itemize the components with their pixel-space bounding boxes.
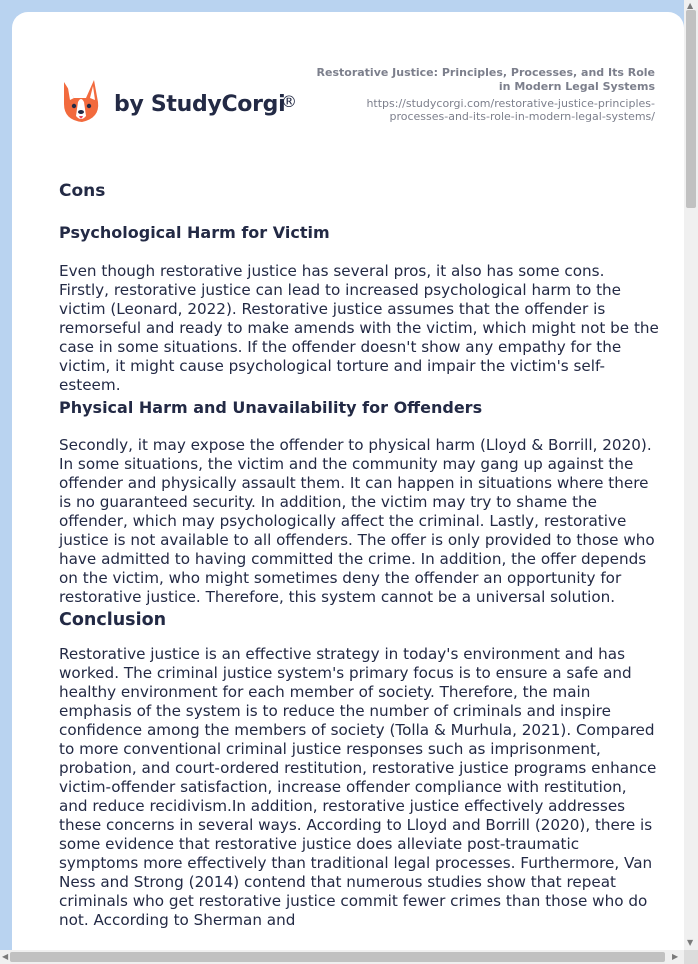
document-content bbox=[59, 178, 659, 930]
physical-harm-heading: Physical Harm and Unavailability for Offenders bbox=[59, 398, 483, 417]
vertical-scrollbar-thumb[interactable] bbox=[686, 10, 696, 208]
source-url[interactable]: https://studycorgi.com/restorative-justice-principles-processes-and-its-role-in-modern-legal-systems/ bbox=[366, 97, 655, 123]
cons-heading: Cons bbox=[59, 181, 106, 201]
psych-harm-heading: Psychological Harm for Victim bbox=[59, 223, 330, 242]
psych-harm-paragraph: Even though restorative justice has several pros, it also has some cons. Firstly, restorative justice can lead to increased psychological harm to the victim (Leonard, 2022). Restorative justice assumes that the offender is remorseful and ready to make amends with the victim, which might not be the case in some situations. If the offender doesn't show any empathy for the victim, it might cause psychological torture and impair the victim's self-esteem. bbox=[59, 262, 659, 394]
physical-harm-paragraph: Secondly, it may expose the offender to physical harm (Lloyd & Borrill, 2020). In some situations, the victim and the community may gang up against the offender and physically assault them. It can happen in situations where there is no guaranteed security. In addition, the victim may try to shame the offender, which may psychologically affect the criminal. Lastly, restorative justice is not available to all offenders. The offer is only provided to those who have admitted to having committed the crime. In addition, the offer depends on the victim, who might sometimes deny the offender an opportunity for restorative justice. Therefore, this system cannot be a universal solution. bbox=[59, 436, 655, 606]
document-page bbox=[12, 12, 684, 964]
scroll-down-icon[interactable]: ▼ bbox=[687, 938, 694, 947]
horizontal-scrollbar-thumb[interactable] bbox=[10, 952, 665, 962]
scroll-up-icon[interactable]: ▲ bbox=[687, 1, 694, 10]
scroll-right-icon[interactable]: ▶ bbox=[672, 952, 679, 961]
scrollbar-corner bbox=[684, 950, 698, 964]
conclusion-paragraph: Restorative justice is an effective strategy in today's environment and has worked. The criminal justice system's primary focus is to ensure a safe and healthy environment for each member of society. Therefore, the main emphasis of the system is to reduce the number of criminals and inspire confidence among the members of society (Tolla & Murhula, 2021). Compared to more conventional criminal justice responses such as imprisonment, probation, and court-ordered restitution, restorative justice programs enhance victim-offender satisfaction, increase offender compliance with restitution, and reduce recidivism.In addition, restorative justice effectively addresses these concerns in several ways. According to Lloyd and Borrill (2020), there is some evidence that restorative justice does alleviate post-traumatic symptoms more effectively than traditional legal processes. Furthermore, Van Ness and Strong (2014) contend that numerous studies show that repeat criminals who get restorative justice commit fewer crimes than those who do not. According to Sherman and bbox=[59, 645, 657, 929]
registered-mark: ® bbox=[281, 92, 297, 111]
source-title: Restorative Justice: Principles, Processes, and Its Role in Modern Legal Systems bbox=[316, 66, 655, 93]
brand-name: by StudyCorgi bbox=[114, 92, 286, 117]
scroll-left-icon[interactable]: ◀ bbox=[2, 952, 9, 961]
conclusion-heading: Conclusion bbox=[59, 610, 167, 630]
